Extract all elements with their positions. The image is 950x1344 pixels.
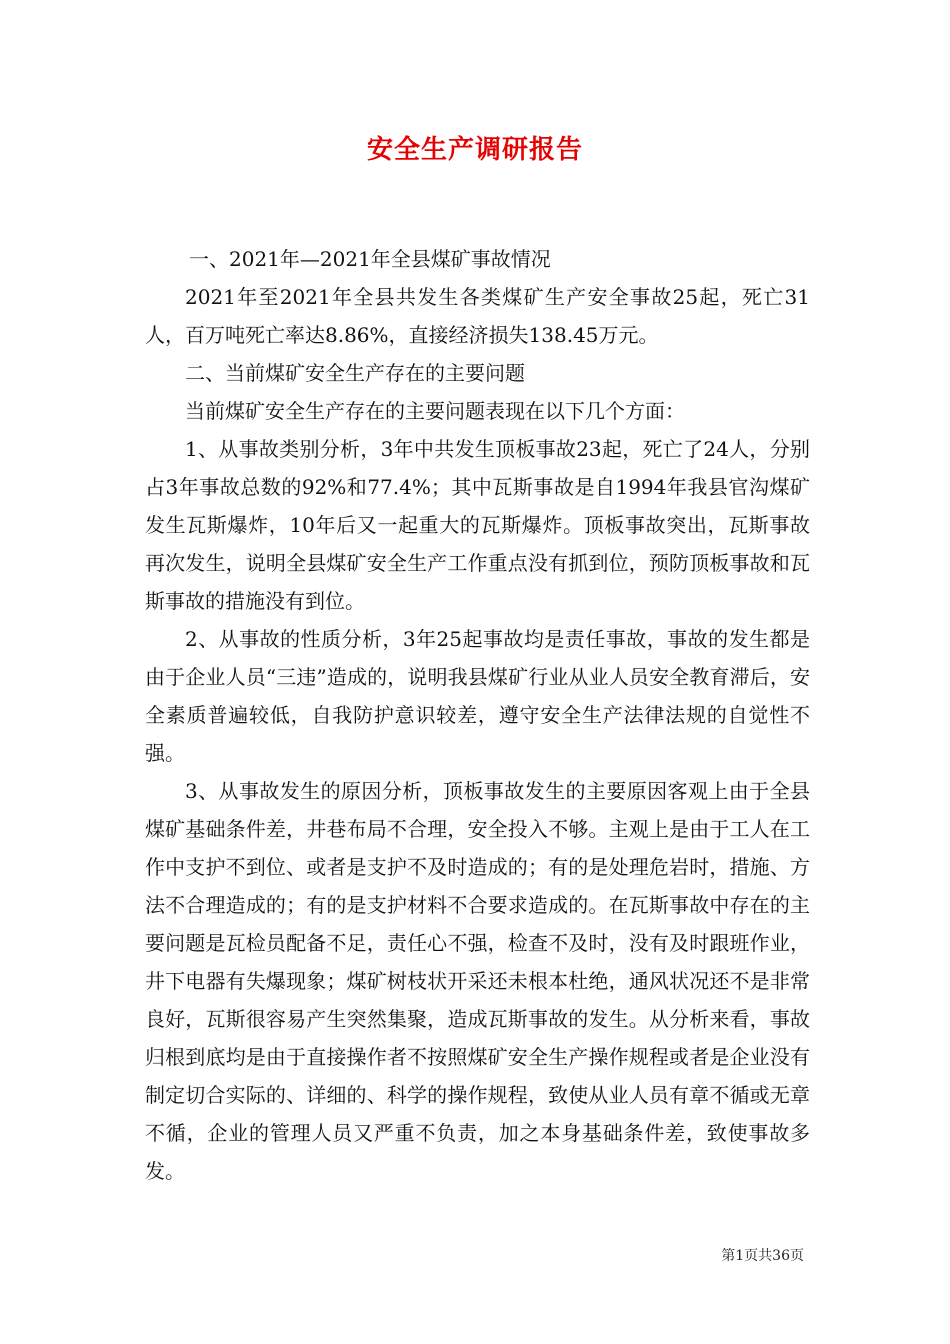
paragraph: 2、从事故的性质分析，3年25起事故均是责任事故，事故的发生都是由于企业人员“三违”造成的，说明我县煤矿行业从业人员安全教育滞后，安全素质普遍较低，自我防护意识较差，遵守安全生产法律法规的自觉性不强。 (145, 627, 810, 765)
section-heading-1: 一、2021年—2021年全县煤矿事故情况 (189, 247, 551, 271)
paragraph: 3、从事故发生的原因分析，顶板事故发生的主要原因客观上由于全县煤矿基础条件差，井巷布局不合理，安全投入不够。主观上是由于工人在工作中支护不到位、或者是支护不及时造成的；有的是处理危岩时，措施、方法不合理造成的；有的是支护材料不合要求造成的。在瓦斯事故中存在的主要问题是瓦检员配备不足，责任心不强，检查不及时，没有及时跟班作业，井下电器有失爆现象；煤矿树枝状开采还未根本杜绝，通风状况还不是非常良好，瓦斯很容易产生突然集聚，造成瓦斯事故的发生。从分析来看，事故归根到底均是由于直接操作者不按照煤矿安全生产操作规程或者是企业没有制定切合实际的、详细的、科学的操作规程，致使从业人员有章不循或无章不循，企业的管理人员又严重不负责，加之本身基础条件差，致使事故多发。 (145, 779, 810, 1183)
document-body (145, 240, 810, 1190)
paragraph: 2021年至2021年全县共发生各类煤矿生产安全事故25起，死亡31人，百万吨死亡率达8.86%，直接经济损失138.45万元。 (145, 285, 810, 347)
section-heading-2: 二、当前煤矿安全生产存在的主要问题 (185, 361, 525, 385)
page-number: 第1页共36页 (721, 1248, 804, 1264)
page-title: 安全生产调研报告 (366, 135, 583, 165)
paragraph: 当前煤矿安全生产存在的主要问题表现在以下几个方面： (185, 399, 685, 423)
paragraph: 1、从事故类别分析，3年中共发生顶板事故23起，死亡了24人，分别占3年事故总数的92%和77.4%；其中瓦斯事故是自1994年我县官沟煤矿发生瓦斯爆炸，10年后又一起重大的瓦斯爆炸。顶板事故突出，瓦斯事故再次发生，说明全县煤矿安全生产工作重点没有抓到位，预防顶板事故和瓦斯事故的措施没有到位。 (145, 437, 810, 613)
